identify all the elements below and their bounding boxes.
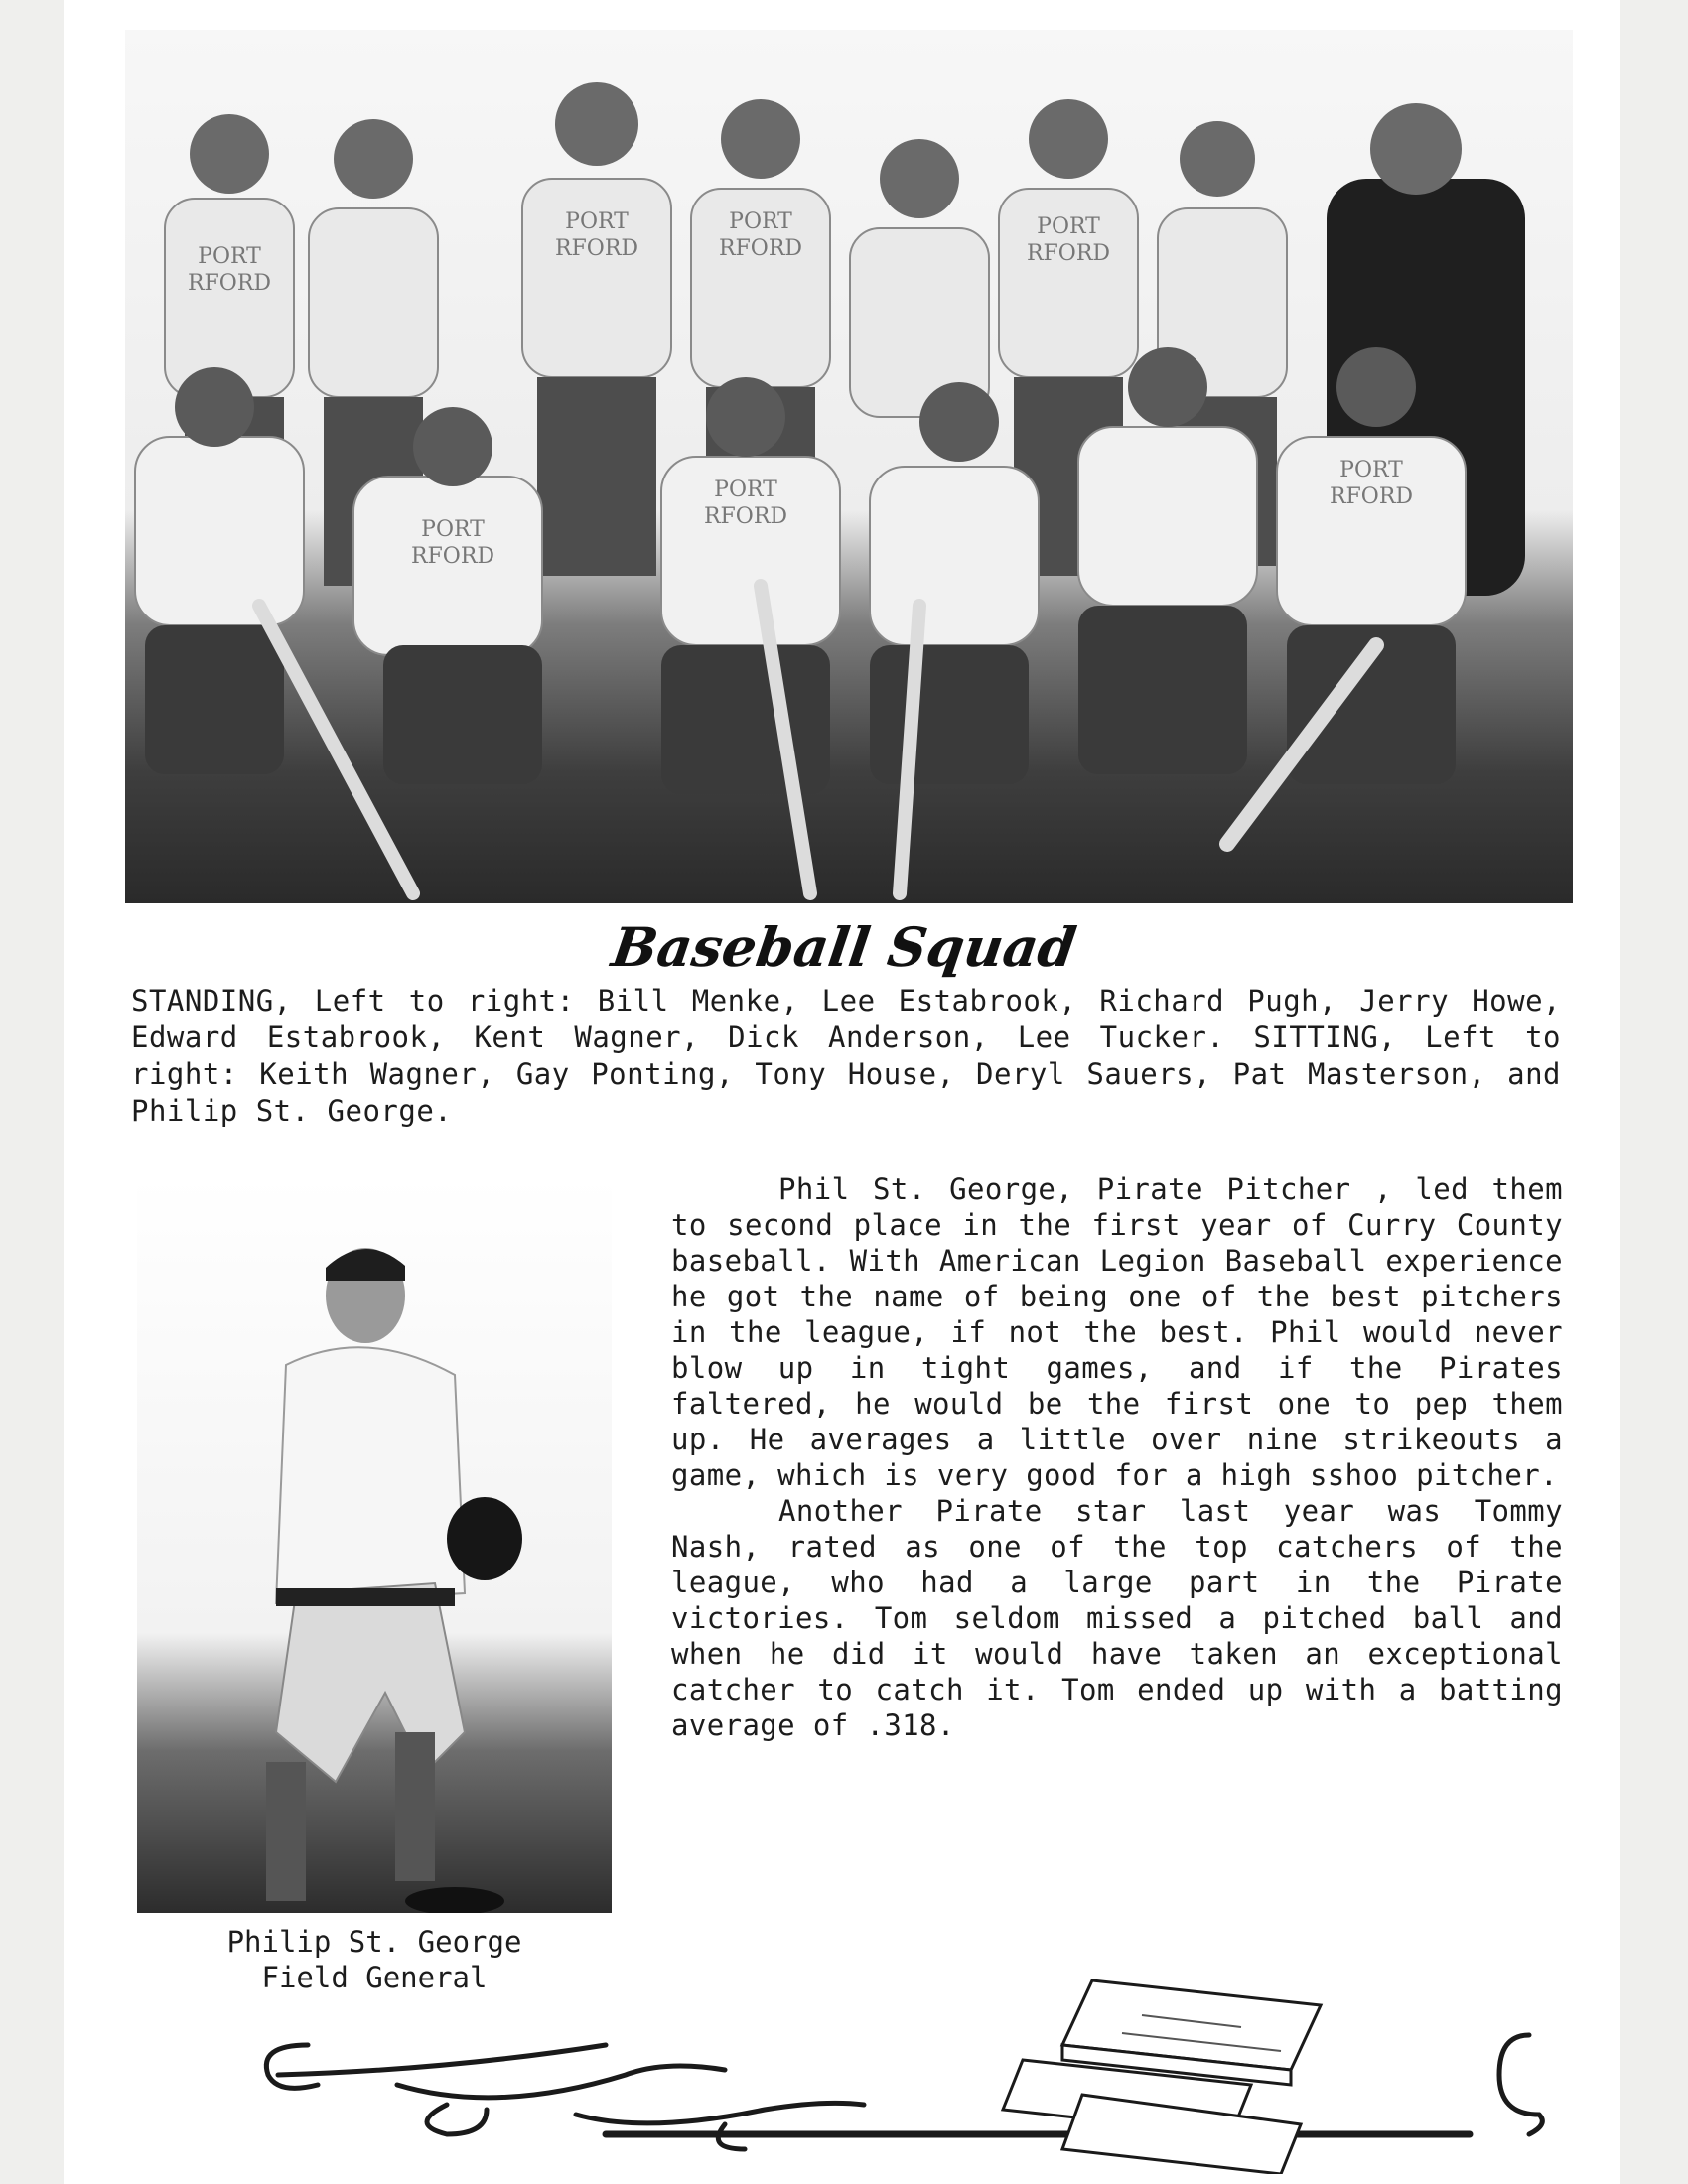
jersey-text-line2: RFORD — [410, 544, 495, 569]
jersey-text-line1: PORT — [714, 478, 777, 502]
page-title: Baseball Squad — [608, 915, 1080, 979]
decorative-flourish-with-books — [248, 1976, 1618, 2174]
jersey-text-line2: RFORD — [1329, 484, 1414, 509]
team-caption: STANDING, Left to right: Bill Menke, Lee Estabrook, Richard Pugh, Jerry Howe, Edward Estabrook, Kent Wagner, Dick Anderson, Lee Tucker. SITTING, Left to right: Keith Wagner, Gay Ponting, Tony House, Deryl Sauers, Pat Masterson, and Philip St. George. — [131, 984, 1561, 1128]
jersey-text-line1: PORT — [421, 517, 485, 542]
jersey-text-line1: PORT — [565, 209, 629, 234]
jersey-text-line2: RFORD — [187, 271, 272, 296]
article-paragraph: Another Pirate star last year was Tommy Nash, rated as one of the top catchers of the league, who had a large part in the Pirate victories. Tom seldom missed a pitched ball and when he did it would have taken an exceptional catcher to catch it. Tom ended up with a batting average of .318. — [671, 1494, 1563, 1742]
article-body — [671, 1171, 1563, 1743]
team-photo-illustration — [125, 30, 1573, 903]
jersey-text-line2: RFORD — [554, 236, 639, 261]
flourish-books-illustration — [248, 1976, 1618, 2174]
jersey-text-line2: RFORD — [703, 504, 788, 529]
team-photo — [125, 30, 1573, 903]
photo-caption-name: Philip St. George — [226, 1925, 522, 1959]
photo-caption-role: Field General — [261, 1961, 488, 1994]
jersey-text-line1: PORT — [1339, 458, 1403, 482]
pitcher-illustration — [137, 1176, 612, 1913]
jersey-text-line2: RFORD — [1026, 241, 1111, 266]
article-paragraph: Phil St. George, Pirate Pitcher , led them to second place in the first year of Curry County baseball. With American Legion Baseball experience he got the name of being one of the best pitchers in the league, if not the best. Phil would never blow up in tight games, and if the Pirates faltered, he would be the first one to pep them up. He averages a little over nine strikeouts a game, which is very good for a high sshoo pitcher. — [671, 1172, 1563, 1492]
jersey-text-line1: PORT — [1037, 214, 1100, 239]
pitcher-photo — [137, 1176, 612, 1913]
jersey-text-line1: PORT — [198, 244, 261, 269]
jersey-text-line2: RFORD — [718, 236, 803, 261]
jersey-text-line1: PORT — [729, 209, 792, 234]
